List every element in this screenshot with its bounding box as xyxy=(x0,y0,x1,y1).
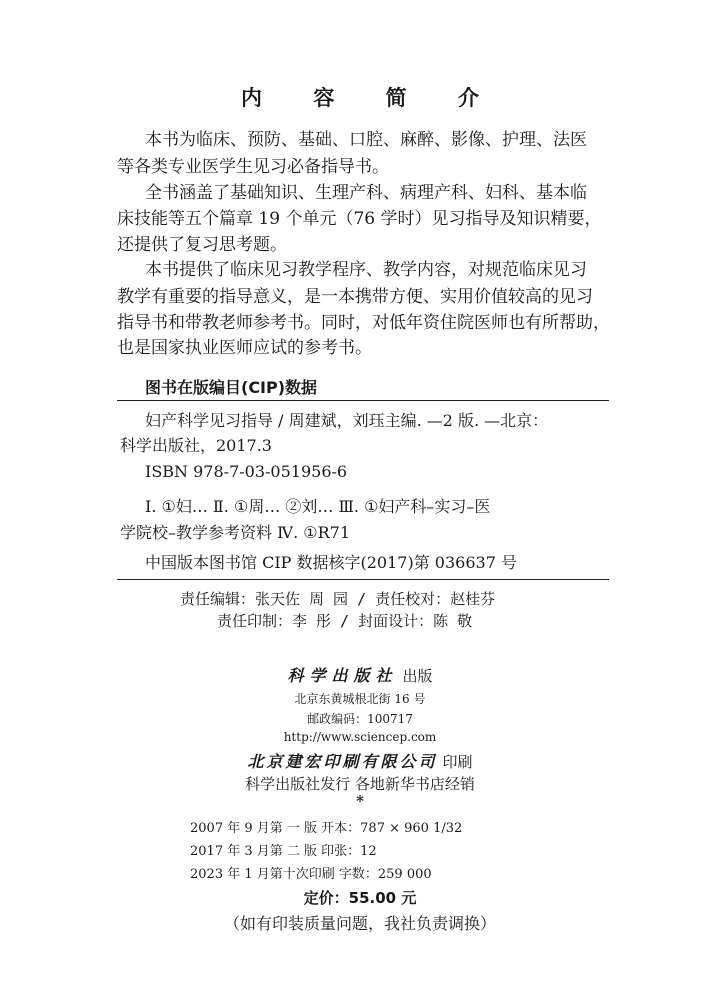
cip-isbn: ISBN 978-7-03-051956-6 xyxy=(145,462,348,481)
cip-heading: 图书在版编目(CIP)数据 xyxy=(145,378,318,397)
printer-suffix: 印刷 xyxy=(442,753,473,771)
summary-line: 本书为临床、预防、基础、口腔、麻醉、影像、护理、法医 xyxy=(145,130,587,150)
asterisk-separator: * xyxy=(356,792,364,810)
price-line: 定价：55.00 元 xyxy=(303,889,417,907)
cip-line: 妇产科学见习指导 / 周建斌，刘珏主编. —2 版. —北京： xyxy=(145,411,549,430)
publisher-line xyxy=(0,663,720,686)
edition-line: 2017 年 3 月第 二 版 印张：12 xyxy=(190,844,377,859)
cip-line: Ⅰ. ①妇… Ⅱ. ①周… ②刘… Ⅲ. ①妇产科–实习–医 xyxy=(145,497,491,516)
printer-logo: 北京建宏印刷有限公司 xyxy=(247,752,438,771)
publisher-suffix: 出版 xyxy=(402,667,433,685)
publisher-postcode: 邮政编码：100717 xyxy=(307,712,413,726)
cip-line: 科学出版社，2017.3 xyxy=(120,436,272,455)
summary-line: 教学有重要的指导意义，是一本携带方便、实用价值较高的见习 xyxy=(117,287,593,307)
distribution-line: 科学出版社发行 各地新华书店经销 xyxy=(245,775,475,793)
edition-line: 2007 年 9 月第 一 版 开本：787 × 960 1/32 xyxy=(190,821,463,836)
publisher-address: 北京东黄城根北街 16 号 xyxy=(294,692,426,706)
cip-line: 学院校–教学参考资料 Ⅳ. ①R71 xyxy=(120,523,350,542)
summary-line: 等各类专业医学生见习必备指导书。 xyxy=(117,157,389,177)
staff-line-editors: 责任编辑：张天佐 周 园 / 责任校对：赵桂芬 xyxy=(180,590,496,608)
summary-line: 指导书和带教老师参考书。同时，对低年资住院医师也有所帮助， xyxy=(117,313,610,333)
summary-line: 也是国家执业医师应试的参考书。 xyxy=(117,338,372,358)
summary-line: 本书提供了临床见习教学程序、教学内容，对规范临床见习 xyxy=(145,260,587,280)
printer-line xyxy=(0,749,720,772)
publisher-logo: 科学出版社 xyxy=(287,666,398,685)
summary-line: 全书涵盖了基础知识、生理产科、病理产科、妇科、基本临 xyxy=(145,183,587,203)
summary-title: 内 容 简 介 xyxy=(241,86,501,110)
edition-line: 2023 年 1 月第十次印刷 字数：259 000 xyxy=(190,867,432,882)
staff-line-production: 责任印制：李 彤 / 封面设计：陈 敬 xyxy=(217,612,473,630)
quality-note: （如有印装质量问题，我社负责调换） xyxy=(223,914,496,933)
publisher-website: http://www.sciencep.com xyxy=(283,730,437,744)
summary-line: 床技能等五个篇章 19 个单元（76 学时）见习指导及知识精要， xyxy=(117,209,602,229)
summary-line: 还提供了复习思考题。 xyxy=(117,235,287,255)
cip-number: 中国版本图书馆 CIP 数据核字(2017)第 036637 号 xyxy=(145,553,517,572)
